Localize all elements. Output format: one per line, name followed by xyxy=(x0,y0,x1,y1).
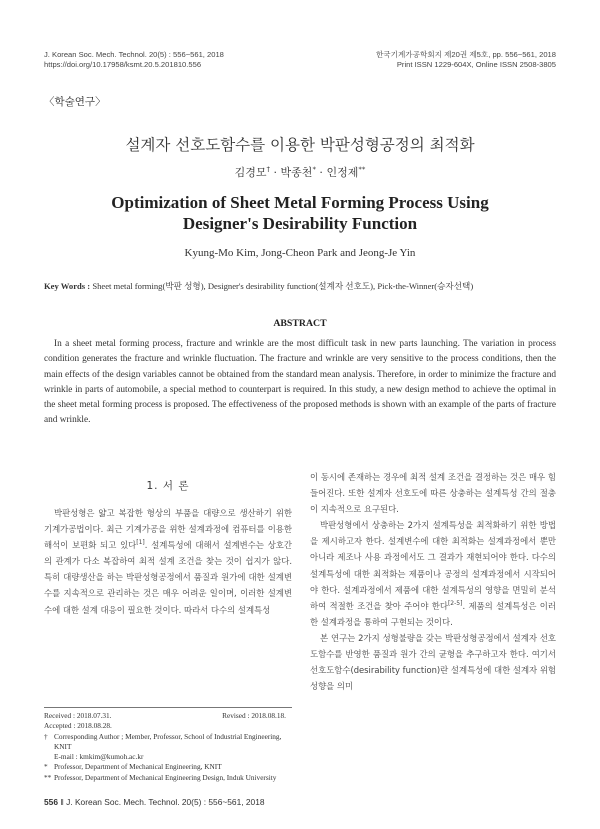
corresponding-email[interactable]: E-mail : kmkim@kumoh.ac.kr xyxy=(54,752,144,762)
footnote-corresponding xyxy=(44,732,292,753)
author-3: 인정제 xyxy=(326,166,359,179)
doi-link[interactable]: https://doi.org/10.17958/ksmt.20.5.201810.556 xyxy=(44,60,202,69)
intro-paragraph-2: 이 동시에 존재하는 경우에 최적 설계 조건을 결정하는 것은 매우 힘들어진다. 또한 설계자 선호도에 따른 상충하는 설계특성 간의 절충이 지속적으로 요구된다. xyxy=(310,472,556,515)
intro-paragraph-1-text-cont: . 설계특성에 대해서 설계변수는 상호간의 관계가 다소 복잡하여 최적 설계 조건을 찾는 것이 쉽지가 않다. 특히 대량생산을 하는 박판성형공정에서 품질과 원가에 대한 설계변수를 지속적으로 관리하는 것은 매우 어려운 일이며, 이러한 설계변수에 대한 설계 대응이 필요한 것이다. 따라서 다수의 설계특성 xyxy=(44,540,292,615)
title-english xyxy=(0,192,600,234)
title-korean: 설계자 선호도함수를 이용한 박판성형공정의 최적화 xyxy=(125,136,475,154)
intro-paragraph-3-text: 박판성형에서 상충하는 2가지 설계특성을 최적화하기 위한 방법을 제시하고자 한다. 설계변수에 대한 최적화는 설계과정에서 뿐만 아니라 제조나 사용 과정에서도 그 결과가 재현되어야 한다. 다수의 설계특성에 대한 최적화는 제품이나 공정의 설계과정에서 시작되어야 한다. 설계과정에서 제품에 대한 설계특성의 영향을 면밀히 분석하여 적절한 조건을 찾아 주어야 한다 xyxy=(310,520,556,611)
abstract-body: In a sheet metal forming process, fracture and wrinkle are the most difficult task in new parts launching. The variation in process condition generates the fracture and wrinkle fluctuation. The fracture and wrinkle are very sensitive to the process conditions, then the main effects of the design variables cannot be obtained from the standard mean analysis. Therefore, in order to minimize the fracture and wrinkle in parts of automobile, a special method to counterpart is required. In this study, a new design method to achieve the optimal in the sheet metal forming process is proposed. The effectiveness of the proposed methods is shown with an example of the parts of fracture and wrinkle. xyxy=(44,339,556,426)
section-heading-introduction: 1. 서 론 xyxy=(146,480,190,492)
running-header-right xyxy=(376,50,556,70)
author-1-mark: † xyxy=(266,165,271,174)
author-separator: · xyxy=(315,166,327,179)
page-footer xyxy=(44,797,265,807)
intro-paragraph-1-text: 박판성형은 얇고 복잡한 형상의 부품을 대량으로 생산하기 위한 기계가공법이다. 최근 기계가공을 위한 설계과정에 컴퓨터를 이용한 해석이 보편화 되고 있다 xyxy=(44,508,292,551)
received-date: Received : 2018.07.31. xyxy=(44,711,112,720)
citation-ref[interactable]: [1] xyxy=(136,539,145,547)
article-category: 〈학술연구〉 xyxy=(44,96,106,108)
issn-info: Print ISSN 1229-604X, Online ISSN 2508-3805 xyxy=(396,60,556,69)
footnotes xyxy=(44,707,292,783)
authors-korean xyxy=(0,164,600,180)
received-revised-row xyxy=(44,711,292,721)
running-header-left xyxy=(44,50,224,70)
revised-date: Revised : 2018.08.18. xyxy=(222,711,286,720)
keywords xyxy=(44,280,556,292)
footnote-author-3 xyxy=(44,773,292,783)
footnote-text: Corresponding Author ; Member, Professor, School of Industrial Engineering, KNIT xyxy=(54,731,282,751)
citation-ref[interactable]: [2-5] xyxy=(447,599,463,607)
intro-paragraph-3-text-cont: . 제품의 설계특성은 이러한 설계과정을 통하여 구현되는 것이다. xyxy=(310,600,556,627)
accepted-date: Accepted : 2018.08.28. xyxy=(44,721,112,731)
author-3-mark: ** xyxy=(358,165,366,174)
author-1: 김경모 xyxy=(234,166,267,179)
abstract-heading: ABSTRACT xyxy=(273,318,327,329)
footer-divider: ‖ xyxy=(60,797,67,807)
footer-citation: J. Korean Soc. Mech. Technol. 20(5) : 556~561, 2018 xyxy=(66,797,265,807)
footnote-mark: ** xyxy=(44,772,52,782)
title-english-line1: Optimization of Sheet Metal Forming Process Using xyxy=(111,193,489,212)
right-column xyxy=(310,469,556,694)
keywords-label: Key Words : xyxy=(44,281,91,291)
author-2-mark: * xyxy=(312,165,316,174)
title-english-line2: Designer's Desirability Function xyxy=(182,214,418,233)
footnote-author-2 xyxy=(44,762,292,772)
footnote-text: Professor, Department of Mechanical Engineering, KNIT xyxy=(54,762,222,772)
author-separator: · xyxy=(270,166,281,179)
authors-english: Kyung-Mo Kim, Jong-Cheon Park and Jeong-Je Yin xyxy=(184,247,416,259)
intro-paragraph-3 xyxy=(310,517,556,630)
intro-paragraph-4: 본 연구는 2가지 성형불량을 갖는 박판성형공정에서 설계자 선호도함수를 반영한 품질과 원가 간의 균형을 추구하고자 한다. 여기서 선호도함수(desirability function)란 설계특성에 대한 설계자 위험성향을 의미 xyxy=(310,632,556,692)
intro-paragraph-1 xyxy=(44,505,292,618)
left-column xyxy=(44,478,292,618)
journal-citation-kr: 한국기계가공학회지 제20권 제5호, pp. 556~561, 2018 xyxy=(375,50,556,59)
page-number: 556 xyxy=(44,797,58,807)
footnote-text: Professor, Department of Mechanical Engineering Design, Induk University xyxy=(54,772,277,782)
footnote-mark: † xyxy=(44,731,48,741)
author-2: 박종천 xyxy=(280,166,313,179)
footnote-email-row xyxy=(44,752,292,762)
footnote-mark: * xyxy=(44,762,48,772)
journal-citation: J. Korean Soc. Mech. Technol. 20(5) : 556~561, 2018 xyxy=(44,50,224,59)
keywords-text: Sheet metal forming(박판 성형), Designer's desirability function(설계자 선호도), Pick-the-Winner(승자선택) xyxy=(92,281,474,291)
